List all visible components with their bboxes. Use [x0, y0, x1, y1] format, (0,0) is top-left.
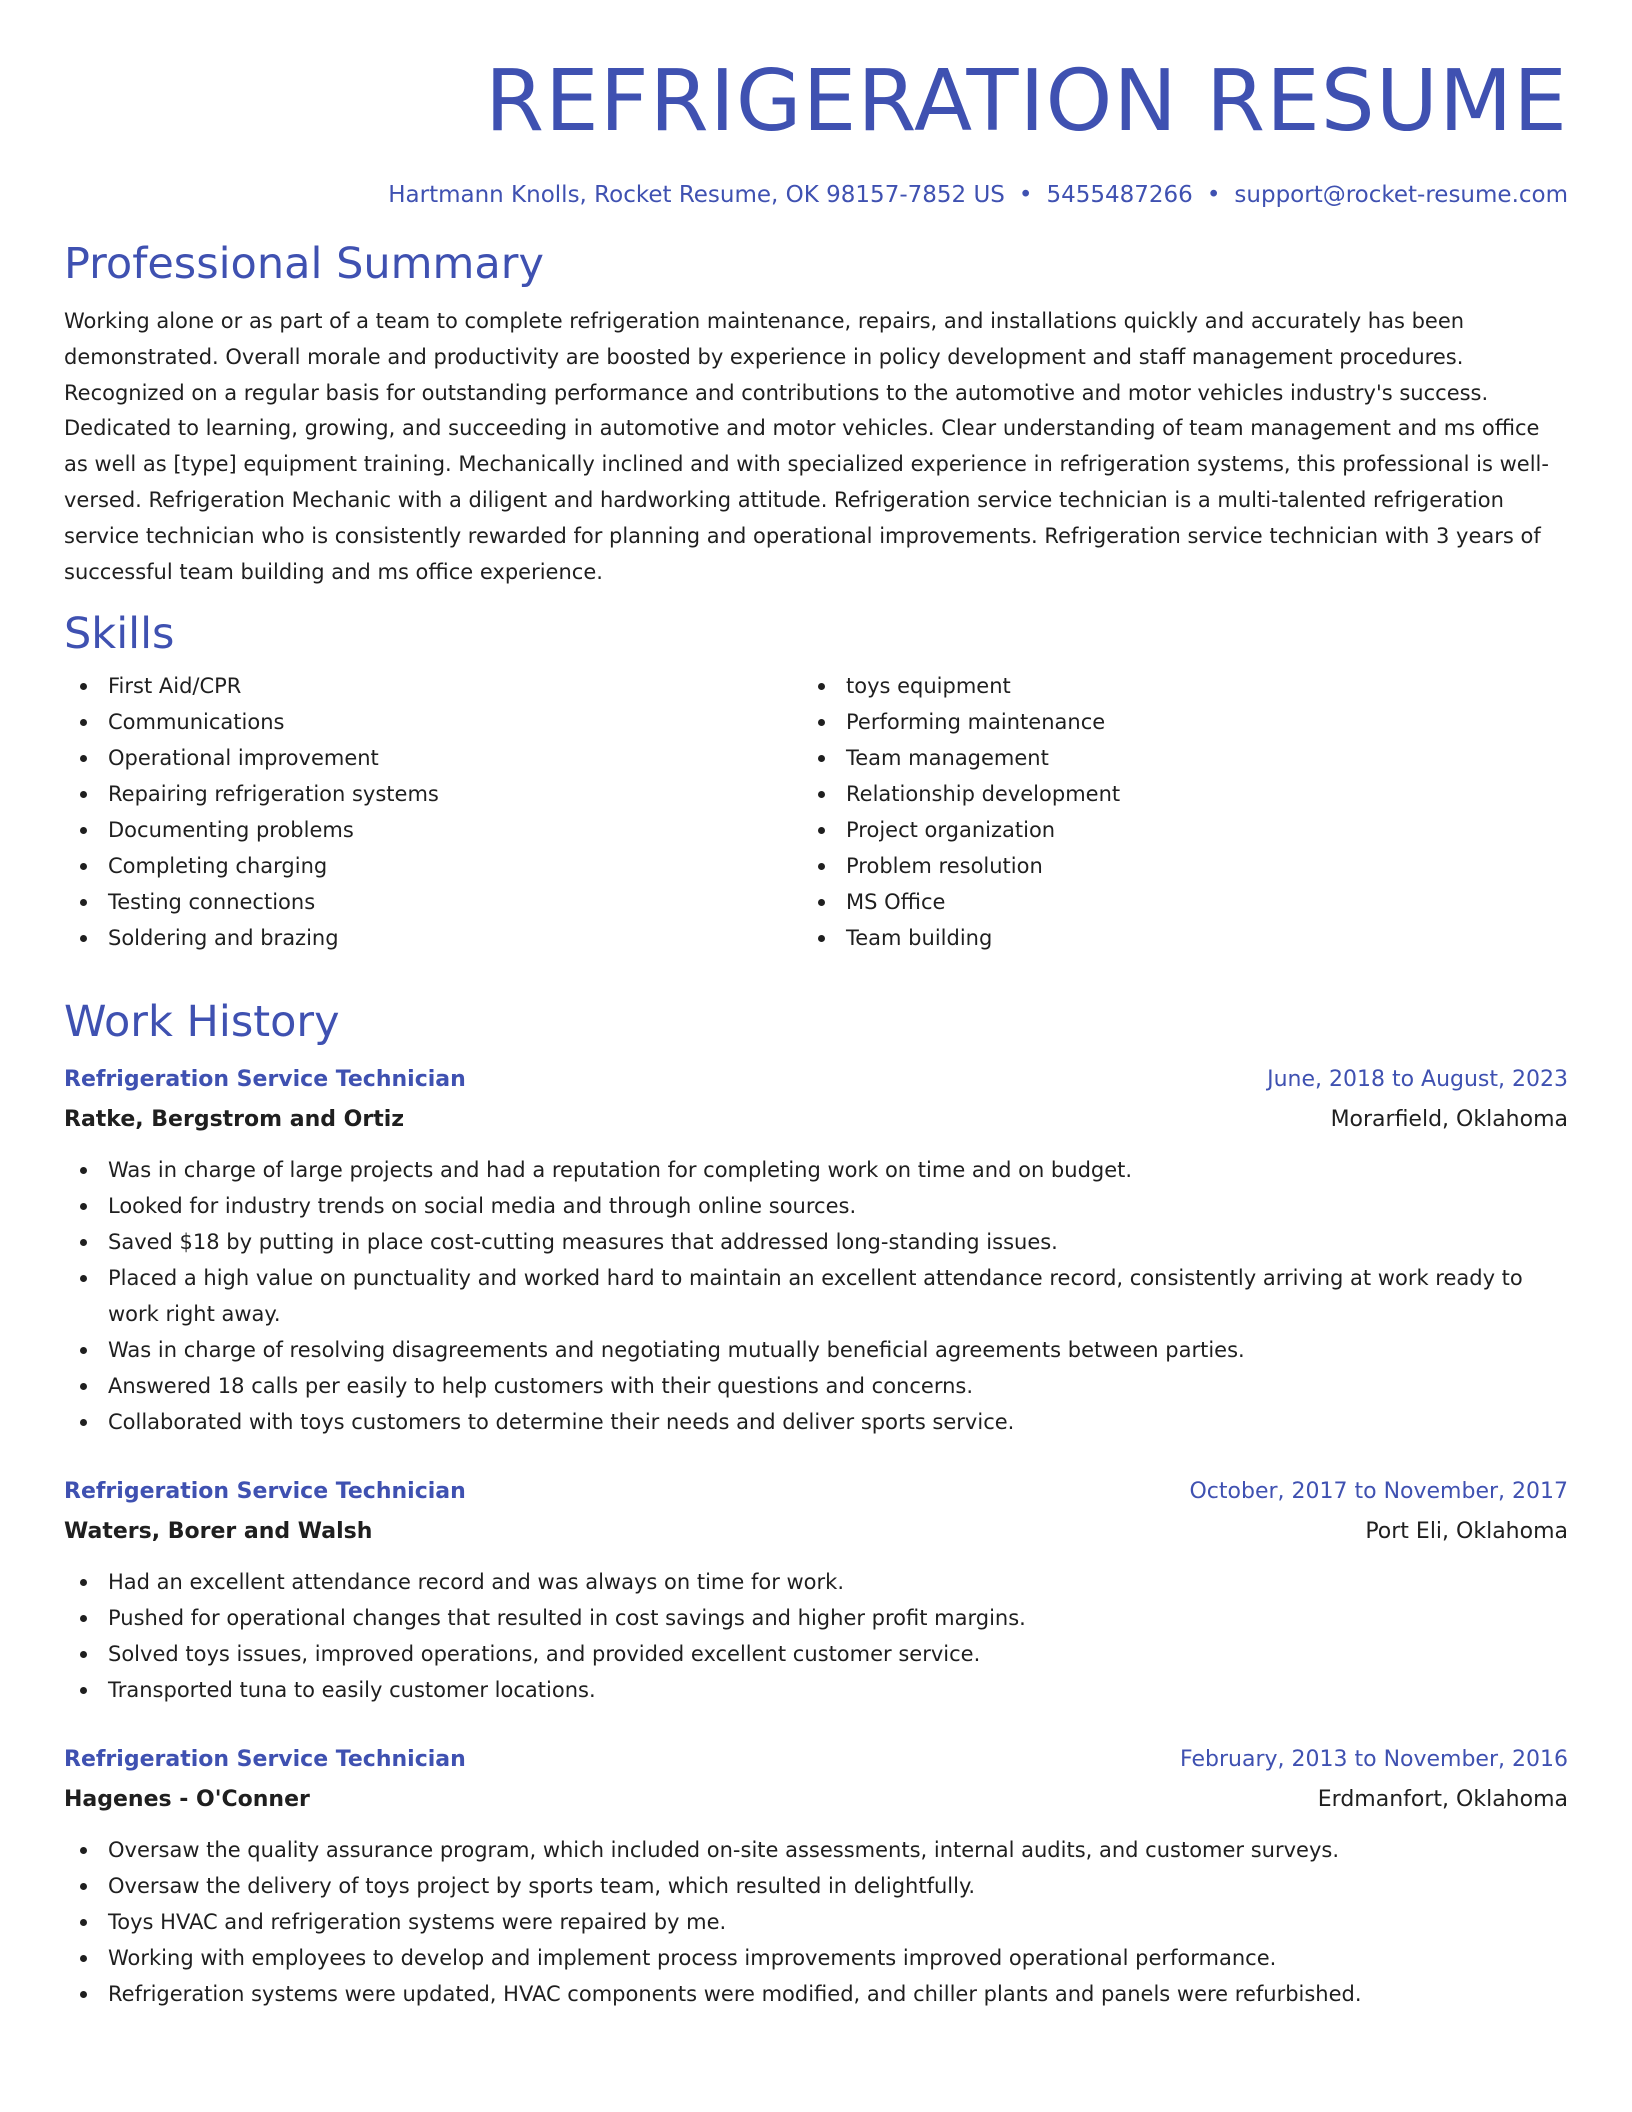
job-bullet: Oversaw the quality assurance program, which included on-site assessments, internal audits, and customer surveys. — [64, 1832, 1568, 1868]
job-entry — [64, 1742, 1568, 2012]
job-dates: June, 2018 to August, 2023 — [1267, 1067, 1568, 1093]
job-company-row — [64, 1778, 1568, 1818]
skill-item: Team management — [802, 740, 1540, 776]
skill-item: First Aid/CPR — [64, 668, 802, 704]
skills-heading: Skills — [64, 609, 175, 660]
job-bullets — [64, 1152, 1568, 1440]
job-title: Refrigeration Service Technician — [64, 1479, 466, 1505]
job-title: Refrigeration Service Technician — [64, 1067, 466, 1093]
skill-item: toys equipment — [802, 668, 1540, 704]
contact-address: Hartmann Knolls, Rocket Resume, OK 98157-7852 US — [388, 182, 1005, 208]
skill-item: Project organization — [802, 812, 1540, 848]
job-bullets — [64, 1564, 1568, 1708]
job-bullet: Collaborated with toys customers to determine their needs and deliver sports service. — [64, 1404, 1568, 1440]
job-dates: February, 2013 to November, 2016 — [1180, 1747, 1568, 1773]
job-bullet: Working with employees to develop and implement process improvements improved operational performance. — [64, 1940, 1568, 1976]
job-company: Hagenes - O'Conner — [64, 1787, 310, 1813]
contact-line — [64, 180, 1568, 210]
job-bullet: Refrigeration systems were updated, HVAC components were modified, and chiller plants and panels were refurbished. — [64, 1976, 1568, 2012]
skills-list — [64, 668, 1568, 956]
contact-phone[interactable]: 5455487266 — [1046, 182, 1193, 208]
skill-item: Documenting problems — [64, 812, 802, 848]
work-history-heading: Work History — [64, 997, 340, 1048]
skill-item: Problem resolution — [802, 848, 1540, 884]
job-company: Waters, Borer and Walsh — [64, 1519, 373, 1545]
skill-item: Relationship development — [802, 776, 1540, 812]
job-location: Erdmanfort, Oklahoma — [1317, 1787, 1568, 1813]
job-location: Port Eli, Oklahoma — [1365, 1519, 1568, 1545]
contact-separator: • — [1206, 182, 1221, 208]
job-title: Refrigeration Service Technician — [64, 1747, 466, 1773]
job-entry — [64, 1062, 1568, 1440]
job-bullet: Transported tuna to easily customer locations. — [64, 1672, 1568, 1708]
skill-item: Completing charging — [64, 848, 802, 884]
job-bullet: Pushed for operational changes that resulted in cost savings and higher profit margins. — [64, 1600, 1568, 1636]
job-bullet: Was in charge of large projects and had a reputation for completing work on time and on budget. — [64, 1152, 1568, 1188]
job-title-row — [64, 1062, 1568, 1098]
skill-item: Communications — [64, 704, 802, 740]
job-bullet: Placed a high value on punctuality and worked hard to maintain an excellent attendance record, consistently arriving at work ready to work right away. — [64, 1260, 1568, 1332]
contact-email[interactable]: support@rocket-resume.com — [1234, 182, 1568, 208]
job-bullet: Answered 18 calls per easily to help customers with their questions and concerns. — [64, 1368, 1568, 1404]
job-bullet: Saved $18 by putting in place cost-cutting measures that addressed long-standing issues. — [64, 1224, 1568, 1260]
job-location: Morarfield, Oklahoma — [1330, 1107, 1568, 1133]
job-dates: October, 2017 to November, 2017 — [1189, 1479, 1568, 1505]
job-entry — [64, 1474, 1568, 1708]
job-bullet: Looked for industry trends on social media and through online sources. — [64, 1188, 1568, 1224]
job-bullet: Had an excellent attendance record and was always on time for work. — [64, 1564, 1568, 1600]
resume-title: REFRIGERATION RESUME — [485, 52, 1568, 151]
job-bullet: Toys HVAC and refrigeration systems were repaired by me. — [64, 1904, 1568, 1940]
skill-item: Team building — [802, 920, 1540, 956]
skill-item: Performing maintenance — [802, 704, 1540, 740]
job-title-row — [64, 1474, 1568, 1510]
job-bullets — [64, 1832, 1568, 2012]
job-bullet: Was in charge of resolving disagreements and negotiating mutually beneficial agreements between parties. — [64, 1332, 1568, 1368]
job-bullet: Oversaw the delivery of toys project by sports team, which resulted in delightfully. — [64, 1868, 1568, 1904]
contact-separator: • — [1018, 182, 1033, 208]
skill-item: Testing connections — [64, 884, 802, 920]
skills-column-right — [802, 668, 1540, 956]
skill-item: Soldering and brazing — [64, 920, 802, 956]
job-company: Ratke, Bergstrom and Ortiz — [64, 1107, 405, 1133]
summary-heading: Professional Summary — [64, 239, 544, 289]
skills-column-left — [64, 668, 802, 956]
job-company-row — [64, 1510, 1568, 1550]
job-bullet: Solved toys issues, improved operations, and provided excellent customer service. — [64, 1636, 1568, 1672]
job-company-row — [64, 1098, 1568, 1138]
skill-item: Operational improvement — [64, 740, 802, 776]
job-title-row — [64, 1742, 1568, 1778]
skill-item: MS Office — [802, 884, 1540, 920]
skill-item: Repairing refrigeration systems — [64, 776, 802, 812]
summary-text: Working alone or as part of a team to complete refrigeration maintenance, repairs, and installations quickly and accurately has been demonstrated. Overall morale and productivity are boosted by experience in policy development and staff management procedures. Recognized on a regular basis for outstanding performance and contributions to the automotive and motor vehicles industry's success. Dedicated to learning, growing, and succeeding in automotive and motor vehicles. Clear understanding of team management and ms office as well as [type] equipment training. Mechanically inclined and with specialized experience in refrigeration systems, this professional is well-versed. Refrigeration Mechanic with a diligent and hardworking attitude. Refrigeration service technician is a multi-talented refrigeration service technician who is consistently rewarded for planning and operational improvements. Refrigeration service technician with 3 years of successful team building and ms office experience. — [64, 309, 1549, 584]
